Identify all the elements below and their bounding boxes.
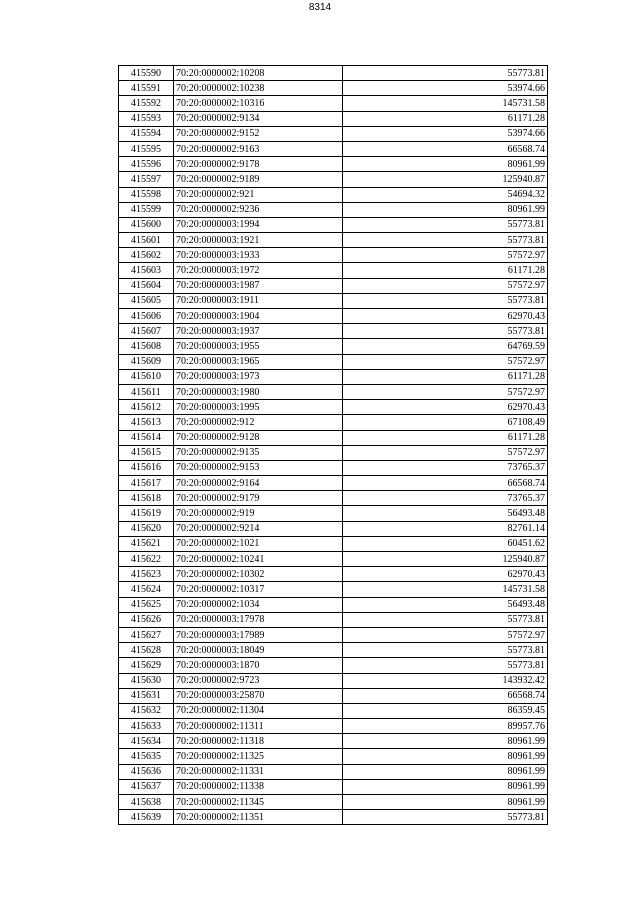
cadastral-number-cell: 70:20:0000002:10241 [174, 552, 343, 567]
amount-cell: 53974.66 [343, 81, 548, 96]
amount-cell: 80961.99 [343, 764, 548, 779]
row-number-cell: 415625 [119, 597, 174, 612]
row-number-cell: 415627 [119, 627, 174, 642]
row-number-cell: 415621 [119, 536, 174, 551]
table-row [119, 719, 548, 734]
amount-cell: 67108.49 [343, 415, 548, 430]
row-number-cell: 415626 [119, 612, 174, 627]
cadastral-number-cell: 70:20:0000003:18049 [174, 643, 343, 658]
table-row [119, 96, 548, 111]
table-row [119, 734, 548, 749]
cadastral-number-cell: 70:20:0000002:11304 [174, 703, 343, 718]
cadastral-number-cell: 70:20:0000002:9163 [174, 141, 343, 156]
row-number-cell: 415620 [119, 521, 174, 536]
row-number-cell: 415631 [119, 688, 174, 703]
amount-cell: 62970.43 [343, 309, 548, 324]
table-row [119, 415, 548, 430]
cadastral-number-cell: 70:20:0000002:9189 [174, 172, 343, 187]
table-row [119, 764, 548, 779]
table-row [119, 643, 548, 658]
amount-cell: 73765.37 [343, 460, 548, 475]
cadastral-number-cell: 70:20:0000002:9152 [174, 126, 343, 141]
table-row [119, 688, 548, 703]
cadastral-number-cell: 70:20:0000002:11351 [174, 810, 343, 825]
row-number-cell: 415636 [119, 764, 174, 779]
cadastral-number-cell: 70:20:0000003:1994 [174, 217, 343, 232]
table-row [119, 749, 548, 764]
row-number-cell: 415616 [119, 460, 174, 475]
table-row [119, 460, 548, 475]
amount-cell: 61171.28 [343, 111, 548, 126]
amount-cell: 55773.81 [343, 643, 548, 658]
row-number-cell: 415604 [119, 278, 174, 293]
row-number-cell: 415592 [119, 96, 174, 111]
cadastral-number-cell: 70:20:0000002:11318 [174, 734, 343, 749]
row-number-cell: 415633 [119, 719, 174, 734]
cadastral-number-cell: 70:20:0000003:1870 [174, 658, 343, 673]
table-row [119, 354, 548, 369]
amount-cell: 56493.48 [343, 597, 548, 612]
row-number-cell: 415613 [119, 415, 174, 430]
row-number-cell: 415622 [119, 552, 174, 567]
row-number-cell: 415617 [119, 476, 174, 491]
cadastral-number-cell: 70:20:0000002:11311 [174, 719, 343, 734]
cadastral-number-cell: 70:20:0000002:10238 [174, 81, 343, 96]
row-number-cell: 415612 [119, 400, 174, 415]
row-number-cell: 415597 [119, 172, 174, 187]
amount-cell: 125940.87 [343, 552, 548, 567]
amount-cell: 125940.87 [343, 172, 548, 187]
cadastral-number-cell: 70:20:0000002:11331 [174, 764, 343, 779]
cadastral-number-cell: 70:20:0000002:1034 [174, 597, 343, 612]
table-row [119, 309, 548, 324]
table-row [119, 263, 548, 278]
cadastral-number-cell: 70:20:0000002:11345 [174, 795, 343, 810]
cadastral-number-cell: 70:20:0000002:9236 [174, 202, 343, 217]
page-number: 8314 [308, 2, 332, 13]
row-number-cell: 415619 [119, 506, 174, 521]
table-row [119, 658, 548, 673]
cadastral-number-cell: 70:20:0000002:9134 [174, 111, 343, 126]
cadastral-number-cell: 70:20:0000002:9153 [174, 460, 343, 475]
amount-cell: 64769.59 [343, 339, 548, 354]
table-row [119, 552, 548, 567]
row-number-cell: 415605 [119, 293, 174, 308]
cadastral-number-cell: 70:20:0000003:1911 [174, 293, 343, 308]
row-number-cell: 415630 [119, 673, 174, 688]
cadastral-number-cell: 70:20:0000002:9135 [174, 445, 343, 460]
cadastral-number-cell: 70:20:0000002:10302 [174, 567, 343, 582]
table-row [119, 324, 548, 339]
amount-cell: 66568.74 [343, 688, 548, 703]
registry-table [118, 65, 548, 825]
cadastral-number-cell: 70:20:0000002:919 [174, 506, 343, 521]
cadastral-number-cell: 70:20:0000003:1972 [174, 263, 343, 278]
amount-cell: 55773.81 [343, 217, 548, 232]
cadastral-number-cell: 70:20:0000003:1973 [174, 369, 343, 384]
amount-cell: 57572.97 [343, 354, 548, 369]
amount-cell: 80961.99 [343, 795, 548, 810]
table-row [119, 445, 548, 460]
table-row [119, 248, 548, 263]
table-row [119, 521, 548, 536]
cadastral-number-cell: 70:20:0000002:10317 [174, 582, 343, 597]
row-number-cell: 415611 [119, 384, 174, 399]
row-number-cell: 415593 [119, 111, 174, 126]
amount-cell: 73765.37 [343, 491, 548, 506]
row-number-cell: 415639 [119, 810, 174, 825]
row-number-cell: 415637 [119, 779, 174, 794]
amount-cell: 80961.99 [343, 734, 548, 749]
row-number-cell: 415590 [119, 66, 174, 81]
table-row [119, 81, 548, 96]
amount-cell: 145731.58 [343, 96, 548, 111]
amount-cell: 55773.81 [343, 658, 548, 673]
amount-cell: 57572.97 [343, 384, 548, 399]
amount-cell: 61171.28 [343, 263, 548, 278]
amount-cell: 55773.81 [343, 66, 548, 81]
table-row [119, 293, 548, 308]
cadastral-number-cell: 70:20:0000003:1987 [174, 278, 343, 293]
cadastral-number-cell: 70:20:0000002:9214 [174, 521, 343, 536]
table-row [119, 476, 548, 491]
amount-cell: 86359.45 [343, 703, 548, 718]
cadastral-number-cell: 70:20:0000002:9164 [174, 476, 343, 491]
table-row [119, 795, 548, 810]
row-number-cell: 415594 [119, 126, 174, 141]
table-row [119, 536, 548, 551]
cadastral-number-cell: 70:20:0000003:1995 [174, 400, 343, 415]
amount-cell: 54694.32 [343, 187, 548, 202]
amount-cell: 53974.66 [343, 126, 548, 141]
cadastral-number-cell: 70:20:0000002:10208 [174, 66, 343, 81]
table-row [119, 612, 548, 627]
row-number-cell: 415615 [119, 445, 174, 460]
row-number-cell: 415598 [119, 187, 174, 202]
cadastral-number-cell: 70:20:0000003:1937 [174, 324, 343, 339]
amount-cell: 80961.99 [343, 157, 548, 172]
amount-cell: 60451.62 [343, 536, 548, 551]
amount-cell: 82761.14 [343, 521, 548, 536]
amount-cell: 56493.48 [343, 506, 548, 521]
amount-cell: 61171.28 [343, 430, 548, 445]
cadastral-number-cell: 70:20:0000003:25870 [174, 688, 343, 703]
row-number-cell: 415635 [119, 749, 174, 764]
row-number-cell: 415608 [119, 339, 174, 354]
table-row [119, 217, 548, 232]
table-row [119, 779, 548, 794]
cadastral-number-cell: 70:20:0000002:11325 [174, 749, 343, 764]
amount-cell: 55773.81 [343, 233, 548, 248]
amount-cell: 55773.81 [343, 612, 548, 627]
table-row [119, 369, 548, 384]
row-number-cell: 415634 [119, 734, 174, 749]
amount-cell: 62970.43 [343, 400, 548, 415]
row-number-cell: 415599 [119, 202, 174, 217]
table-row [119, 278, 548, 293]
table-row [119, 703, 548, 718]
table-row [119, 202, 548, 217]
row-number-cell: 415606 [119, 309, 174, 324]
amount-cell: 57572.97 [343, 278, 548, 293]
table-row [119, 400, 548, 415]
table-row [119, 673, 548, 688]
cadastral-number-cell: 70:20:0000002:9723 [174, 673, 343, 688]
row-number-cell: 415618 [119, 491, 174, 506]
cadastral-number-cell: 70:20:0000003:1980 [174, 384, 343, 399]
table-row [119, 627, 548, 642]
table-row [119, 567, 548, 582]
row-number-cell: 415638 [119, 795, 174, 810]
amount-cell: 61171.28 [343, 369, 548, 384]
row-number-cell: 415614 [119, 430, 174, 445]
table-row [119, 810, 548, 825]
table-row [119, 66, 548, 81]
row-number-cell: 415595 [119, 141, 174, 156]
table-row [119, 126, 548, 141]
row-number-cell: 415609 [119, 354, 174, 369]
table-row [119, 141, 548, 156]
row-number-cell: 415600 [119, 217, 174, 232]
cadastral-number-cell: 70:20:0000002:1021 [174, 536, 343, 551]
amount-cell: 80961.99 [343, 749, 548, 764]
cadastral-number-cell: 70:20:0000003:17978 [174, 612, 343, 627]
table-row [119, 157, 548, 172]
amount-cell: 145731.58 [343, 582, 548, 597]
table-row [119, 172, 548, 187]
amount-cell: 66568.74 [343, 476, 548, 491]
table-row [119, 506, 548, 521]
row-number-cell: 415603 [119, 263, 174, 278]
row-number-cell: 415596 [119, 157, 174, 172]
row-number-cell: 415632 [119, 703, 174, 718]
cadastral-number-cell: 70:20:0000002:912 [174, 415, 343, 430]
row-number-cell: 415624 [119, 582, 174, 597]
row-number-cell: 415591 [119, 81, 174, 96]
amount-cell: 62970.43 [343, 567, 548, 582]
amount-cell: 89957.76 [343, 719, 548, 734]
registry-table-body [119, 66, 548, 825]
row-number-cell: 415610 [119, 369, 174, 384]
cadastral-number-cell: 70:20:0000003:1933 [174, 248, 343, 263]
amount-cell: 57572.97 [343, 627, 548, 642]
row-number-cell: 415601 [119, 233, 174, 248]
table-row [119, 491, 548, 506]
cadastral-number-cell: 70:20:0000003:1921 [174, 233, 343, 248]
table-row [119, 597, 548, 612]
row-number-cell: 415623 [119, 567, 174, 582]
table-row [119, 111, 548, 126]
amount-cell: 143932.42 [343, 673, 548, 688]
table-row [119, 582, 548, 597]
amount-cell: 66568.74 [343, 141, 548, 156]
row-number-cell: 415628 [119, 643, 174, 658]
amount-cell: 80961.99 [343, 202, 548, 217]
cadastral-number-cell: 70:20:0000003:1955 [174, 339, 343, 354]
row-number-cell: 415607 [119, 324, 174, 339]
table-row [119, 430, 548, 445]
cadastral-number-cell: 70:20:0000002:10316 [174, 96, 343, 111]
row-number-cell: 415602 [119, 248, 174, 263]
table-row [119, 384, 548, 399]
amount-cell: 57572.97 [343, 248, 548, 263]
cadastral-number-cell: 70:20:0000002:9179 [174, 491, 343, 506]
cadastral-number-cell: 70:20:0000002:921 [174, 187, 343, 202]
cadastral-number-cell: 70:20:0000003:17989 [174, 627, 343, 642]
amount-cell: 57572.97 [343, 445, 548, 460]
amount-cell: 55773.81 [343, 324, 548, 339]
table-row [119, 339, 548, 354]
amount-cell: 55773.81 [343, 810, 548, 825]
cadastral-number-cell: 70:20:0000002:9178 [174, 157, 343, 172]
amount-cell: 55773.81 [343, 293, 548, 308]
table-row [119, 187, 548, 202]
cadastral-number-cell: 70:20:0000003:1965 [174, 354, 343, 369]
row-number-cell: 415629 [119, 658, 174, 673]
cadastral-number-cell: 70:20:0000003:1904 [174, 309, 343, 324]
table-row [119, 233, 548, 248]
cadastral-number-cell: 70:20:0000002:9128 [174, 430, 343, 445]
amount-cell: 80961.99 [343, 779, 548, 794]
cadastral-number-cell: 70:20:0000002:11338 [174, 779, 343, 794]
